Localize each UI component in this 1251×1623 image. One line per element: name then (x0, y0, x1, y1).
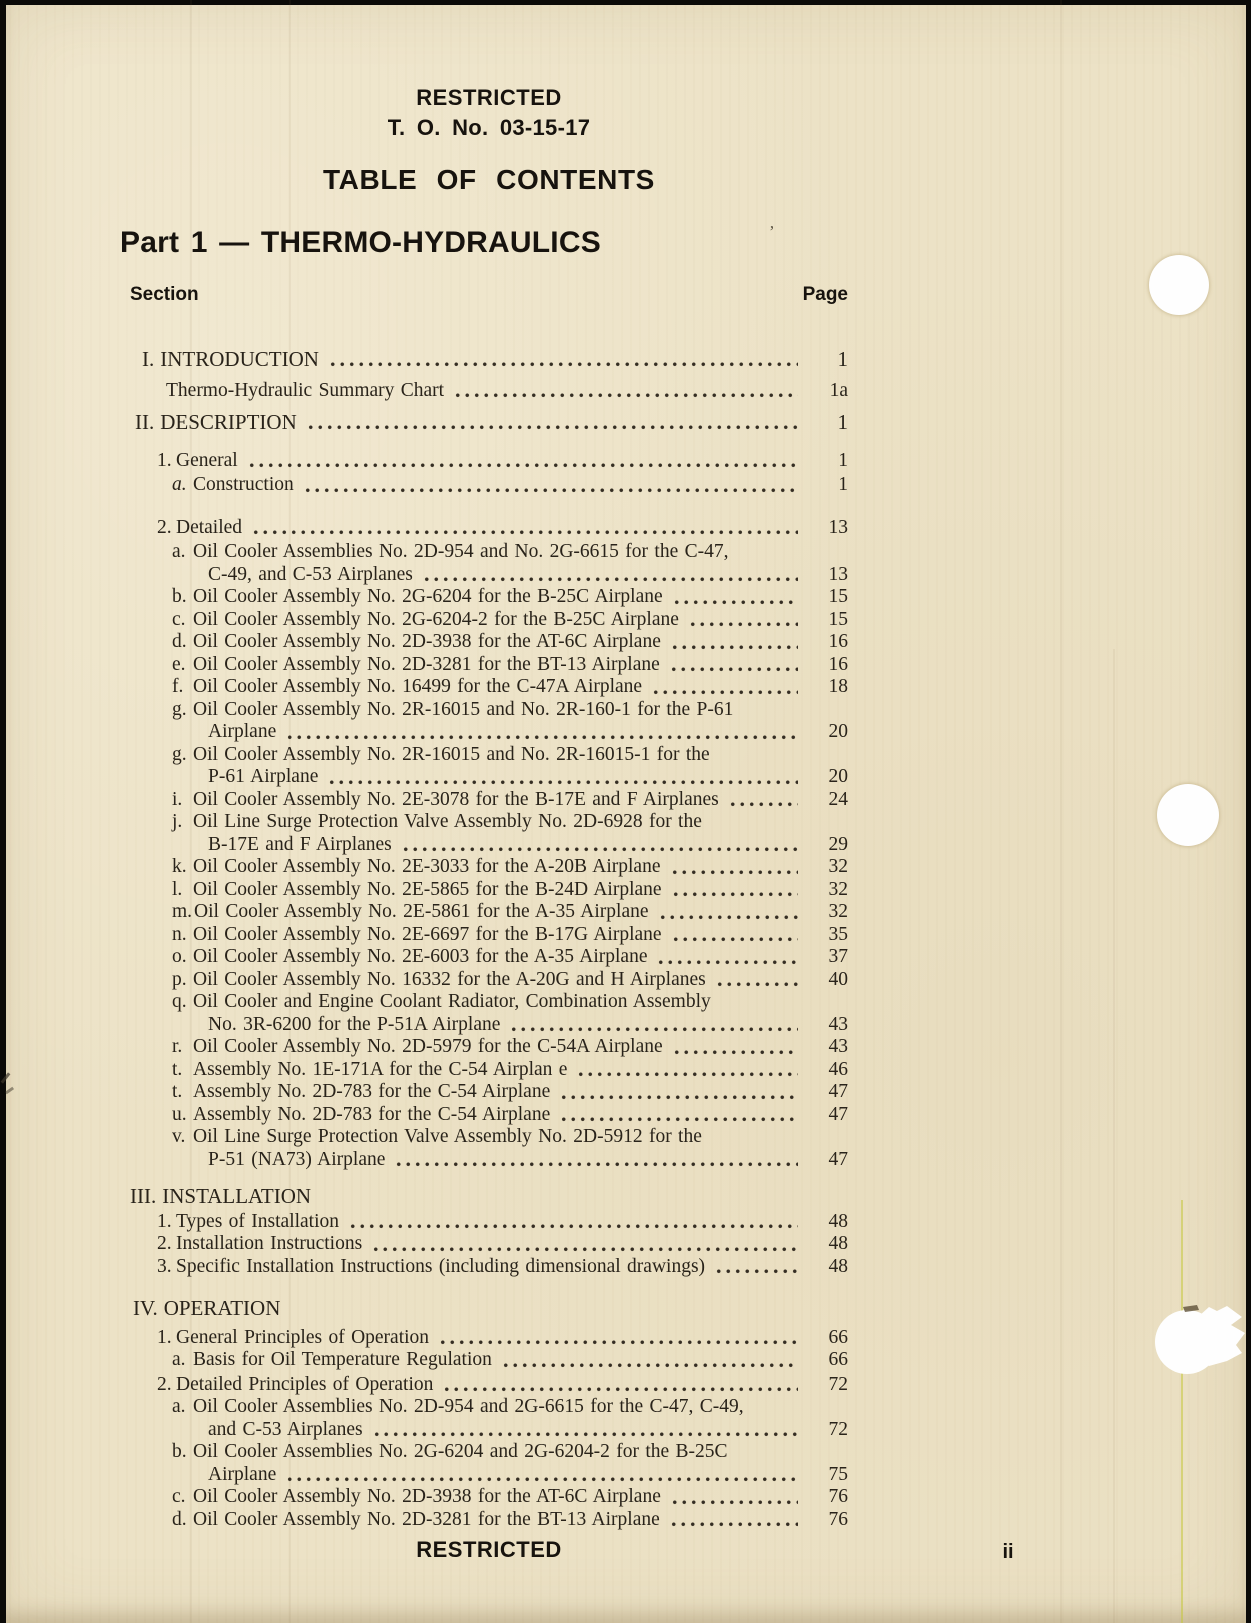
dot-leader (668, 1486, 798, 1509)
dot-leader (669, 879, 798, 902)
dot-leader (370, 1419, 798, 1442)
classification-footer: RESTRICTED (416, 1537, 562, 1562)
toc-page-number: 66 (828, 1326, 848, 1348)
toc-entry-title: Oil Cooler Assembly No. 16332 for the A-20G and H Airplanes (193, 968, 706, 990)
toc-page-number: 13 (828, 516, 848, 538)
dot-leader (686, 609, 798, 632)
toc-entry-number: l. (172, 878, 183, 900)
toc-page-number: 1 (837, 410, 848, 434)
toc-entry-number: v. (172, 1126, 186, 1147)
toc-page-number: 72 (828, 1418, 848, 1440)
hole-punch (1157, 784, 1219, 846)
toc-entry-title: Oil Cooler Assembly No. 2E-3078 for the B-17E and F Airplanes (193, 788, 719, 810)
table-of-contents (130, 348, 848, 1531)
toc-row (130, 609, 848, 632)
dot-leader (326, 348, 798, 371)
toc-entry-number: m. (172, 901, 193, 922)
toc-row (130, 766, 848, 789)
toc-entry-title: B-17E and F Airplanes (208, 833, 392, 855)
toc-entry-title: General Principles of Operation (176, 1326, 430, 1348)
dot-leader (283, 721, 798, 744)
toc-page-number: 47 (828, 1148, 848, 1170)
dot-leader (712, 1256, 798, 1279)
toc-entry-number: a. (172, 474, 187, 495)
toc-entry-title: Detailed (176, 516, 243, 538)
dot-leader (726, 789, 798, 812)
dot-leader (440, 1374, 798, 1397)
toc-row (130, 1211, 848, 1234)
dot-leader (301, 474, 798, 497)
toc-entry-number: 1. (157, 1326, 172, 1348)
toc-entry-title: Oil Cooler Assembly No. 2G-6204-2 for the B-25C Airplane (193, 608, 679, 630)
toc-entry-title: Oil Cooler Assemblies No. 2D-954 and 2G-6615 for the C-47, C-49, (193, 1396, 744, 1417)
dot-leader (369, 1233, 798, 1256)
toc-page-number: 47 (828, 1103, 848, 1125)
part-heading: Part 1 — THERMO-HYDRAULICS (120, 226, 601, 259)
toc-row (130, 856, 848, 879)
column-headers (130, 284, 848, 306)
toc-entry-number: q. (172, 991, 187, 1012)
paper-crease-highlight (1181, 1200, 1183, 1623)
toc-entry-title: Construction (193, 474, 294, 495)
toc-entry-title: P-61 Airplane (208, 766, 319, 787)
toc-entry-title: Basis for Oil Temperature Regulation (193, 1349, 492, 1370)
toc-entry-number: I. (142, 347, 155, 371)
toc-row (130, 1036, 848, 1059)
text-block (120, 0, 848, 1531)
toc-page-number: 1 (838, 449, 848, 471)
toc-entry-title: Oil Cooler Assembly No. 2D-3938 for the AT-6C Airplane (193, 1486, 661, 1507)
toc-entry-title: C-49, and C-53 Airplanes (208, 563, 413, 585)
toc-page-number: 47 (828, 1081, 848, 1102)
page-column-label: Page (802, 284, 848, 305)
dot-leader (245, 450, 798, 473)
toc-row (130, 411, 848, 434)
toc-page-number: 48 (828, 1255, 848, 1277)
toc-page-number: 1 (838, 474, 848, 495)
dot-leader (670, 586, 798, 609)
toc-entry-title: and C-53 Airplanes (208, 1418, 363, 1440)
toc-page-number: 24 (828, 788, 848, 810)
dot-leader (667, 1509, 798, 1532)
toc-entry-title: Oil Cooler Assembly No. 2D-3281 for the BT-13 Airplane (193, 653, 660, 675)
toc-row (130, 474, 848, 497)
dot-leader (557, 1081, 798, 1104)
toc-entry-title: Specific Installation Instructions (including dimensional drawings) (176, 1255, 706, 1277)
toc-page-number: 66 (828, 1349, 848, 1370)
toc-row (130, 1419, 848, 1442)
toc-entry-number: k. (172, 856, 187, 877)
dot-leader (669, 924, 798, 947)
toc-row (130, 1464, 848, 1487)
toc-entry-number: f. (172, 676, 184, 697)
toc-page-number: 76 (828, 1508, 848, 1530)
toc-row (130, 879, 848, 902)
toc-row (130, 450, 848, 473)
toc-row (130, 1149, 848, 1172)
toc-row (130, 1233, 848, 1256)
scan-border-left (0, 0, 6, 1623)
paper-crease (1060, 0, 1062, 1623)
toc-entry-number: IV. (133, 1296, 158, 1320)
toc-page-number: 72 (828, 1373, 848, 1395)
stray-ink-mark: ’ (769, 222, 775, 241)
toc-row (130, 1256, 848, 1279)
toc-row (130, 834, 848, 857)
toc-entry-title: DESCRIPTION (160, 410, 297, 434)
toc-row (130, 699, 848, 722)
toc-entry-number: o. (172, 946, 187, 967)
dot-leader (667, 654, 798, 677)
toc-entry-number: p. (172, 968, 187, 990)
toc-page-number: 32 (828, 856, 848, 877)
toc-entry-title: Oil Cooler Assembly No. 2E-6697 for the B-17G Airplane (193, 923, 662, 945)
toc-row (130, 969, 848, 992)
dot-leader (304, 411, 798, 434)
toc-page-number: 76 (828, 1486, 848, 1507)
toc-page-number: 15 (828, 608, 848, 630)
toc-entry-number: t. (172, 1081, 183, 1102)
dot-leader (668, 631, 798, 654)
toc-row (130, 991, 848, 1014)
page-title: TABLE OF CONTENTS (323, 164, 655, 195)
toc-entry-number: j. (172, 811, 183, 832)
toc-entry-number: t. (172, 1058, 183, 1080)
toc-page-number: 16 (828, 631, 848, 652)
toc-entry-number: III. (130, 1184, 157, 1208)
dot-leader (499, 1349, 798, 1372)
dot-leader (283, 1464, 798, 1487)
toc-entry-title: Oil Cooler Assembly No. 16499 for the C-47A Airplane (193, 676, 643, 697)
toc-entry-title: Types of Installation (176, 1210, 340, 1232)
toc-row (130, 721, 848, 744)
toc-page-number: 35 (828, 923, 848, 945)
toc-entry-title: INTRODUCTION (160, 347, 319, 371)
toc-entry-number: d. (172, 631, 187, 652)
classification-header: RESTRICTED (416, 85, 562, 110)
toc-row (130, 586, 848, 609)
toc-row (130, 1349, 848, 1372)
toc-entry-number: 2. (157, 516, 172, 538)
toc-entry-title: Oil Cooler Assembly No. 2D-3281 for the BT-13 Airplane (193, 1508, 660, 1530)
toc-page-number: 75 (828, 1463, 848, 1485)
toc-page-number: 1 (837, 347, 848, 371)
toc-entry-title: Oil Cooler Assemblies No. 2D-954 and No. 2G-6615 for the C-47, (193, 541, 729, 562)
dot-leader (713, 969, 798, 992)
dot-leader (392, 1149, 798, 1172)
toc-row (130, 1126, 848, 1149)
toc-entry-number: c. (172, 1486, 186, 1507)
dot-leader (670, 1036, 798, 1059)
toc-entry-number: e. (172, 653, 186, 675)
hole-punch (1149, 255, 1209, 315)
toc-page-number: 16 (828, 653, 848, 675)
toc-page-number: 20 (828, 721, 848, 742)
dot-leader (436, 1327, 798, 1350)
toc-page-number: 37 (828, 946, 848, 967)
toc-row (130, 789, 848, 812)
toc-entry-title: Oil Line Surge Protection Valve Assembly No. 2D-5912 for the (193, 1126, 702, 1147)
toc-entry-number: d. (172, 1508, 187, 1530)
pencil-mark (5, 1087, 14, 1095)
toc-entry-number: c. (172, 608, 186, 630)
toc-row (130, 1486, 848, 1509)
toc-row (130, 1374, 848, 1397)
toc-page-number: 32 (828, 901, 848, 922)
toc-entry-title: Oil Cooler Assemblies No. 2G-6204 and 2G-6204-2 for the B-25C (193, 1441, 728, 1462)
dot-leader (654, 946, 798, 969)
toc-entry-title: Installation Instructions (176, 1233, 363, 1254)
toc-row (130, 1081, 848, 1104)
toc-entry-title: General (176, 449, 238, 471)
toc-entry-number: 2. (157, 1233, 172, 1254)
toc-page-number: 32 (828, 878, 848, 900)
toc-entry-title: Airplane (208, 1463, 277, 1485)
toc-row (130, 541, 848, 564)
toc-row (130, 654, 848, 677)
toc-row (130, 744, 848, 767)
toc-entry-number: n. (172, 923, 187, 945)
toc-entry-title: OPERATION (163, 1296, 281, 1320)
toc-row (130, 1104, 848, 1127)
toc-entry-number: 3. (157, 1255, 172, 1277)
toc-row (130, 1441, 848, 1464)
toc-page-number: 48 (828, 1233, 848, 1254)
toc-page-number: 48 (828, 1210, 848, 1232)
toc-row (130, 946, 848, 969)
toc-entry-title: Assembly No. 1E-171A for the C-54 Airplan e (193, 1058, 568, 1080)
toc-row (130, 631, 848, 654)
toc-entry-title: Oil Cooler Assembly No. 2R-16015 and No. 2R-160-1 for the P-61 (193, 698, 734, 720)
toc-entry-title: Airplane (208, 721, 277, 742)
dot-leader (451, 380, 798, 403)
toc-row (130, 1327, 848, 1350)
hole-punch-torn (1147, 1298, 1251, 1388)
toc-page-number: 40 (828, 968, 848, 990)
toc-entry-title: P-51 (NA73) Airplane (208, 1148, 386, 1170)
dot-leader (325, 766, 798, 789)
toc-entry-title: Oil Cooler Assembly No. 2D-3938 for the AT-6C Airplane (193, 631, 661, 652)
toc-row (130, 901, 848, 924)
dot-leader (668, 856, 799, 879)
toc-row (130, 1297, 848, 1320)
toc-entry-number: g. (172, 743, 187, 765)
toc-entry-title: Oil Cooler Assembly No. 2E-6003 for the A-35 Airplane (193, 946, 648, 967)
toc-entry-title: Oil Line Surge Protection Valve Assembly No. 2D-6928 for the (193, 811, 702, 832)
toc-page-number: 46 (828, 1058, 848, 1080)
toc-row (130, 811, 848, 834)
toc-entry-title: Oil Cooler Assembly No. 2E-3033 for the A-20B Airplane (193, 856, 661, 877)
toc-entry-number: 1. (157, 1210, 172, 1232)
toc-entry-number: II. (135, 410, 155, 434)
dot-leader (249, 517, 798, 540)
toc-entry-title: Oil Cooler Assembly No. 2E-5865 for the B-24D Airplane (193, 878, 662, 900)
toc-entry-number: 1. (157, 449, 172, 471)
toc-row (130, 564, 848, 587)
toc-entry-title: Oil Cooler Assembly No. 2E-5861 for the A-35 Airplane (194, 901, 649, 922)
toc-row (130, 1509, 848, 1532)
toc-row (130, 1396, 848, 1419)
toc-entry-number: a. (172, 1396, 186, 1417)
toc-page-number: 43 (828, 1013, 848, 1035)
dot-leader (574, 1059, 798, 1082)
toc-entry-title: Assembly No. 2D-783 for the C-54 Airplane (193, 1081, 551, 1102)
toc-entry-title: Assembly No. 2D-783 for the C-54 Airplane (193, 1103, 551, 1125)
dot-leader (507, 1014, 798, 1037)
dot-leader (346, 1211, 798, 1234)
folio-page-number: ii (1002, 1541, 1014, 1563)
toc-row (130, 1014, 848, 1037)
toc-page-number: 13 (828, 563, 848, 585)
toc-page-number: 15 (828, 586, 848, 607)
dot-leader (557, 1104, 798, 1127)
dot-leader (399, 834, 798, 857)
toc-entry-title: Oil Cooler Assembly No. 2D-5979 for the C-54A Airplane (193, 1036, 663, 1057)
toc-page-number: 1a (829, 379, 848, 401)
toc-row (130, 348, 848, 371)
dot-leader (420, 564, 798, 587)
toc-entry-title: Thermo-Hydraulic Summary Chart (166, 379, 445, 401)
toc-entry-number: g. (172, 698, 187, 720)
toc-entry-title: Detailed Principles of Operation (176, 1373, 434, 1395)
section-column-label: Section (130, 284, 199, 305)
toc-entry-number: a. (172, 541, 186, 562)
toc-entry-number: u. (172, 1103, 187, 1125)
toc-page-number: 18 (828, 676, 848, 697)
toc-entry-title: Oil Cooler and Engine Coolant Radiator, Combination Assembly (193, 991, 711, 1012)
dot-leader (656, 901, 798, 924)
toc-row (130, 517, 848, 540)
toc-page-number: 29 (828, 833, 848, 855)
toc-row (130, 1059, 848, 1082)
dot-leader (649, 676, 798, 699)
toc-entry-number: b. (172, 586, 187, 607)
toc-page-number: 20 (828, 766, 848, 787)
toc-entry-number: r. (172, 1036, 183, 1057)
toc-entry-title: No. 3R-6200 for the P-51A Airplane (208, 1013, 501, 1035)
toc-row (130, 380, 848, 403)
toc-entry-title: INSTALLATION (162, 1184, 312, 1208)
toc-row (130, 676, 848, 699)
toc-entry-title: Oil Cooler Assembly No. 2G-6204 for the B-25C Airplane (193, 586, 663, 607)
toc-entry-number: b. (172, 1441, 187, 1462)
toc-entry-number: 2. (157, 1373, 172, 1395)
toc-row (130, 1185, 848, 1208)
toc-row (130, 924, 848, 947)
toc-page-number: 43 (828, 1036, 848, 1057)
paper-crease (1113, 649, 1115, 1623)
toc-entry-number: i. (172, 788, 183, 810)
technical-order-number: T. O. No. 03-15-17 (387, 115, 591, 140)
toc-entry-number: a. (172, 1349, 186, 1370)
toc-entry-title: Oil Cooler Assembly No. 2R-16015 and No. 2R-16015-1 for the (193, 743, 710, 765)
